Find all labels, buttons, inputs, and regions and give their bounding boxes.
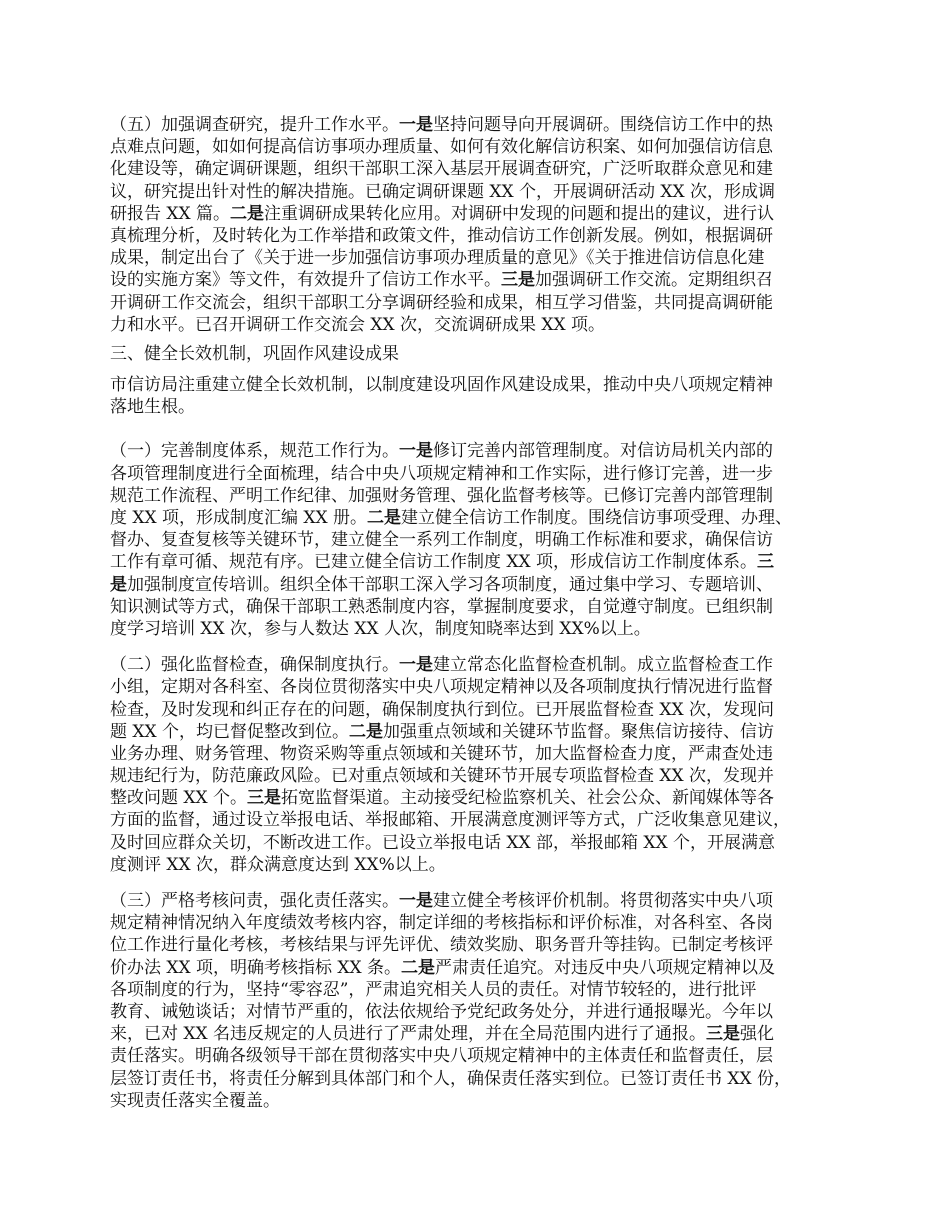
text-segment: 度学习培训 XX 次，参与人数达 XX 人次，制度知晓率达到 XX%以上。 bbox=[110, 618, 651, 639]
bold-lead-text: 一是 bbox=[399, 655, 433, 676]
text-line bbox=[110, 551, 870, 573]
text-segment: 教育、诫勉谈话；对情节严重的，依法依规给予党纪政务处分，并进行通报曝光。今年以 bbox=[110, 1001, 773, 1022]
text-segment: （三）严格考核问责，强化责任落实。 bbox=[110, 891, 399, 911]
text-segment: 责任落实。明确各级领导干部在贯彻落实中央八项规定精神中的主体责任和监督责任，层 bbox=[110, 1046, 773, 1067]
text-segment: 成果，制定出台了《关于进一步加强信访事项办理质量的意见》《关于推进信访信息化建 bbox=[110, 248, 765, 269]
text-segment: 点难点问题，如如何提高信访事项办理质量、如何有效化解信访积案、如何加强信访信息 bbox=[110, 137, 773, 158]
bold-lead-text: 一是 bbox=[399, 891, 433, 911]
text-line bbox=[110, 485, 870, 507]
bold-lead-text: 二是 bbox=[367, 508, 402, 528]
bold-lead-text: 二是 bbox=[401, 957, 436, 978]
text-segment: 议，研究提出针对性的解决措施。已确定调研课题 XX 个，开展调研活动 XX 次，形成调 bbox=[110, 181, 776, 202]
text-line bbox=[110, 809, 870, 831]
text-segment: 小组，定期对各科室、各岗位贯彻落实中央八项规定精神以及各项制度执行情况进行监督 bbox=[110, 677, 773, 698]
text-line bbox=[110, 765, 870, 787]
text-line bbox=[110, 1023, 870, 1045]
text-segment: 规定精神情况纳入年度绩效考核内容，制定详细的考核指标和评价标准，对各科室、各岗 bbox=[110, 913, 773, 934]
text-line bbox=[110, 1068, 870, 1090]
text-line bbox=[110, 957, 870, 979]
text-line bbox=[110, 136, 870, 158]
text-segment: 价办法 XX 项，明确考核指标 XX 条。 bbox=[110, 957, 402, 978]
text-segment: 知识测试等方式，确保干部职工熟悉制度内容，掌握制度要求，自觉遵守制度。已组织制 bbox=[110, 596, 773, 617]
text-line bbox=[110, 440, 870, 462]
text-segment: 加强制度宣传培训。组织全体干部职工深入学习各项制度，通过集中学习、专题培训、 bbox=[127, 574, 773, 595]
text-segment: （二）强化监督检查，确保制度执行。 bbox=[110, 655, 399, 676]
text-segment: 各项制度的行为，坚持“零容忍”，严肃追究相关人员的责任。对情节较轻的，进行批评 bbox=[110, 979, 757, 1000]
text-segment: 建立健全考核评价机制。将贯彻落实中央八项 bbox=[433, 891, 773, 911]
text-line bbox=[110, 654, 870, 676]
text-segment: 建立健全信访工作制度。围绕信访事项受理、办理、 bbox=[401, 508, 793, 528]
text-line bbox=[110, 269, 870, 291]
bold-lead-text: 一是 bbox=[399, 115, 433, 135]
text-line bbox=[110, 247, 870, 269]
text-segment: 业务办理、财务管理、物资采购等重点领域和关键环节，加大监督检查力度，严肃查处违 bbox=[110, 743, 773, 764]
text-line bbox=[110, 463, 870, 485]
text-segment: 加强调研工作交流。定期组织召 bbox=[535, 270, 773, 291]
text-segment: 研报告 XX 篇。 bbox=[110, 203, 231, 224]
paragraph bbox=[110, 440, 870, 640]
text-line bbox=[110, 1001, 870, 1023]
bold-lead-text: 三是 bbox=[501, 270, 535, 291]
text-segment: 位工作进行量化考核，考核结果与评先评优、绩效奖励、职务晋升等挂钩。已制定考核评 bbox=[110, 935, 773, 956]
text-line bbox=[110, 396, 870, 418]
text-segment: 坚持问题导向开展调研。围绕信访工作中的热 bbox=[433, 115, 773, 135]
text-segment: 强化 bbox=[740, 1024, 775, 1045]
text-segment: 修订完善内部管理制度。对信访局机关内部的 bbox=[433, 441, 773, 462]
text-segment: （五）加强调查研究，提升工作水平。 bbox=[110, 115, 399, 135]
text-segment: 设的实施方案》等文件，有效提升了信访工作水平。 bbox=[110, 270, 501, 291]
text-line bbox=[110, 529, 870, 551]
text-line bbox=[110, 979, 870, 1001]
text-line bbox=[110, 676, 870, 698]
text-segment: 度 XX 项，形成制度汇编 XX 册。 bbox=[110, 508, 368, 528]
text-segment: 化建设等，确定调研课题，组织干部职工深入基层开展调查研究，广泛听取群众意见和建 bbox=[110, 159, 773, 180]
text-segment: 各项管理制度进行全面梳理，结合中央八项规定精神和工作实际，进行修订完善，进一步 bbox=[110, 463, 773, 484]
text-segment: 工作有章可循、规范有序。已建立健全信访工作制度 XX 项，形成信访工作制度体系。 bbox=[110, 552, 758, 573]
text-segment: 度测评 XX 次，群众满意度达到 XX%以上。 bbox=[110, 854, 446, 875]
text-segment: 规范工作流程、严明工作纪律、加强财务管理、强化监督考核等。已修订完善内部管理制 bbox=[110, 485, 773, 506]
text-line bbox=[110, 743, 870, 765]
text-segment: 检查，及时发现和纠正存在的问题，确保制度执行到位。已开展监督检查 XX 次，发现问 bbox=[110, 699, 775, 720]
text-line bbox=[110, 574, 870, 596]
paragraph bbox=[110, 890, 870, 1112]
text-segment: 督办、复查复核等关键环节，建立健全一系列工作制度，明确工作标准和要求，确保信访 bbox=[110, 530, 773, 551]
text-segment: 开调研工作交流会，组织干部职工分享调研经验和成果，相互学习借鉴，共同提高调研能 bbox=[110, 292, 773, 313]
text-segment: 建立常态化监督检查机制。成立监督检查工作 bbox=[433, 655, 773, 676]
text-segment: 市信访局注重建立健全长效机制，以制度建设巩固作风建设成果，推动中央八项规定精神 bbox=[110, 375, 773, 396]
text-line bbox=[110, 596, 870, 618]
text-segment: 力和水平。已召开调研工作交流会 XX 次，交流调研成果 XX 项。 bbox=[110, 314, 606, 335]
text-segment: 加强重点领域和关键环节监督。聚焦信访接待、信访 bbox=[383, 721, 775, 742]
text-line bbox=[110, 225, 870, 247]
document-body bbox=[110, 114, 870, 1112]
text-line bbox=[110, 912, 870, 934]
bold-lead-text: 二是 bbox=[349, 721, 384, 742]
bold-lead-text: 一是 bbox=[399, 441, 433, 462]
text-segment: 层签订责任书，将责任分解到具体部门和个人，确保责任落实到位。已签订责任书 XX 份， bbox=[110, 1068, 792, 1089]
text-segment: 落地生根。 bbox=[110, 397, 195, 418]
paragraph bbox=[110, 654, 870, 876]
text-line bbox=[110, 343, 870, 365]
text-segment: 实现责任落实全覆盖。 bbox=[110, 1090, 280, 1111]
section-heading bbox=[110, 343, 870, 365]
bold-lead-text: 三是 bbox=[706, 1024, 741, 1045]
bold-lead-text: 是 bbox=[110, 574, 127, 595]
text-segment: 题 XX 个，均已督促整改到位。 bbox=[110, 721, 350, 742]
bold-lead-text: 二是 bbox=[230, 203, 265, 224]
text-line bbox=[110, 374, 870, 396]
text-line bbox=[110, 787, 870, 809]
bold-lead-text: 三是 bbox=[247, 788, 282, 809]
text-line bbox=[110, 292, 870, 314]
text-line bbox=[110, 114, 870, 136]
text-segment: 及时回应群众关切，不断改进工作。已设立举报电话 XX 部，举报邮箱 XX 个，开展满意 bbox=[110, 832, 776, 853]
text-line bbox=[110, 699, 870, 721]
text-line bbox=[110, 314, 870, 336]
text-line bbox=[110, 203, 870, 225]
text-line bbox=[110, 832, 870, 854]
text-segment: 拓宽监督渠道。主动接受纪检监察机关、社会公众、新闻媒体等各 bbox=[281, 788, 775, 809]
bold-lead-text: 三 bbox=[757, 552, 775, 573]
text-line bbox=[110, 618, 870, 640]
text-segment: 真梳理分析，及时转化为工作举措和政策文件，推动信访工作创新发展。例如，根据调研 bbox=[110, 225, 773, 246]
text-segment: 方面的监督，通过设立举报电话、举报邮箱、开展满意度测评等方式，广泛收集意见建议， bbox=[110, 810, 790, 831]
text-segment: 来，已对 XX 名违反规定的人员进行了严肃处理，并在全局范围内进行了通报。 bbox=[110, 1024, 707, 1045]
text-line bbox=[110, 507, 870, 529]
text-line bbox=[110, 934, 870, 956]
text-line bbox=[110, 1090, 870, 1112]
text-line bbox=[110, 890, 870, 912]
text-segment: 注重调研成果转化应用。对调研中发现的问题和提出的建议，进行认 bbox=[264, 203, 775, 224]
text-line bbox=[110, 721, 870, 743]
text-line bbox=[110, 1045, 870, 1067]
paragraph bbox=[110, 374, 870, 418]
text-line bbox=[110, 854, 870, 876]
text-line bbox=[110, 181, 870, 203]
text-segment: 严肃责任追究。对违反中央八项规定精神以及 bbox=[435, 957, 776, 978]
text-segment: 规违纪行为，防范廉政风险。已对重点领域和关键环节开展专项监督检查 XX 次，发现并 bbox=[110, 766, 775, 787]
paragraph bbox=[110, 114, 870, 336]
text-segment: 整改问题 XX 个。 bbox=[110, 788, 248, 809]
text-segment: （一）完善制度体系，规范工作行为。 bbox=[110, 441, 399, 462]
text-line bbox=[110, 158, 870, 180]
text-segment: 三、健全长效机制，巩固作风建设成果 bbox=[110, 343, 399, 364]
